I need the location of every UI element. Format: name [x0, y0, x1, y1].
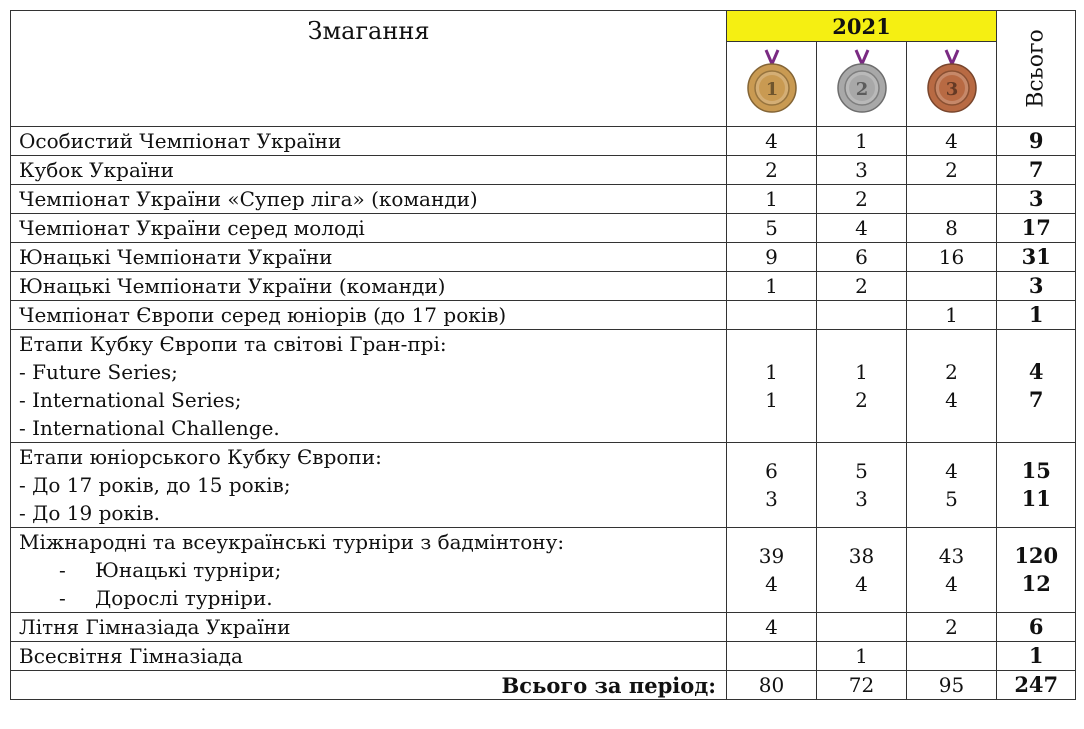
- bronze-value: 4: [945, 129, 958, 153]
- medal-place-number: 2: [855, 79, 868, 100]
- bronze-value: 1: [945, 303, 958, 327]
- gold-value: 1: [765, 360, 778, 384]
- silver-value: 2: [855, 388, 868, 412]
- silver-count: [817, 243, 907, 272]
- total-header-label: Всього: [1023, 29, 1049, 108]
- competition-line: [19, 471, 718, 499]
- bronze-count: [907, 156, 997, 185]
- bronze-count: [907, 127, 997, 156]
- medal-icon: [926, 48, 978, 116]
- gold-value: 9: [765, 245, 778, 269]
- gold-value: 39: [758, 544, 785, 568]
- bronze-count: [907, 243, 997, 272]
- medal-place-number: 3: [945, 79, 958, 100]
- total-count: [997, 127, 1076, 156]
- total-count: [997, 243, 1076, 272]
- competition-line: [19, 642, 718, 670]
- bronze-count: [907, 528, 997, 613]
- silver-value: 38: [848, 544, 875, 568]
- competition-line-text: Дорослі турніри.: [95, 586, 273, 610]
- bronze-value: 4: [945, 572, 958, 596]
- total-count: [997, 214, 1076, 243]
- total-count: [997, 330, 1076, 443]
- total-value: 12: [1021, 571, 1051, 596]
- medal-icon: [746, 48, 798, 116]
- total-value: 17: [1021, 215, 1051, 240]
- silver-count: [817, 156, 907, 185]
- gold-count: [727, 301, 817, 330]
- silver-value: 5: [855, 459, 868, 483]
- gold-value: 4: [765, 129, 778, 153]
- silver-count: [817, 185, 907, 214]
- total-value: 120: [1014, 543, 1059, 568]
- competition-line-text: - Future Series;: [19, 360, 178, 384]
- total-count: [997, 443, 1076, 528]
- table-row: [11, 528, 1076, 613]
- silver-value: 2: [855, 187, 868, 211]
- bronze-count: [907, 185, 997, 214]
- bronze-count: [907, 642, 997, 671]
- medal-icon: [836, 48, 888, 116]
- competition-line: [19, 386, 718, 414]
- table-row: [11, 613, 1076, 642]
- competition-name: [11, 272, 727, 301]
- competition-line: [19, 528, 718, 556]
- competition-line: [19, 243, 718, 271]
- competition-line-text: Міжнародні та всеукраїнські турніри з бадмінтону:: [19, 530, 565, 554]
- total-header: [997, 11, 1076, 127]
- gold-count: [727, 243, 817, 272]
- competition-line: [19, 272, 718, 300]
- table-row: [11, 301, 1076, 330]
- total-count: [997, 272, 1076, 301]
- gold-count: [727, 214, 817, 243]
- total-count: [997, 156, 1076, 185]
- header-row-year: [11, 11, 1076, 42]
- total-count: [997, 185, 1076, 214]
- period-total-label: Всього за період:: [11, 671, 727, 700]
- footer-row: [11, 671, 1076, 700]
- table-row: [11, 272, 1076, 301]
- gold-medal-header: [727, 42, 817, 127]
- gold-count: [727, 528, 817, 613]
- period-total-silver: 72: [817, 671, 907, 700]
- gold-count: [727, 330, 817, 443]
- competition-line-text: - International Challenge.: [19, 416, 280, 440]
- period-total-total: 247: [997, 671, 1076, 700]
- gold-value: 1: [765, 187, 778, 211]
- competition-line-text: Юнацькі Чемпіонати України: [19, 245, 333, 269]
- competition-line: [19, 127, 718, 155]
- competition-line: [19, 358, 718, 386]
- competition-line: [19, 613, 718, 641]
- gold-value: 3: [765, 487, 778, 511]
- competition-line-text: Особистий Чемпіонат України: [19, 129, 342, 153]
- bronze-count: [907, 443, 997, 528]
- competition-line-text: - International Series;: [19, 388, 242, 412]
- total-count: [997, 301, 1076, 330]
- competition-line-text: Юнацькі турніри;: [95, 558, 282, 582]
- silver-value: 3: [855, 487, 868, 511]
- bronze-value: 5: [945, 487, 958, 511]
- silver-value: 4: [855, 216, 868, 240]
- competition-line-text: Чемпіонат Європи серед юніорів (до 17 років): [19, 303, 507, 327]
- bronze-value: 2: [945, 615, 958, 639]
- competition-line: [19, 330, 718, 358]
- competition-line-text: Літня Гімназіада України: [19, 615, 291, 639]
- competition-header: Змагання: [11, 11, 727, 127]
- medal-table: [10, 10, 1076, 700]
- year-header: 2021: [727, 11, 997, 42]
- competition-line-text: Всесвітня Гімназіада: [19, 644, 243, 668]
- list-dash: -: [59, 586, 66, 610]
- bronze-count: [907, 214, 997, 243]
- bronze-count: [907, 301, 997, 330]
- table-row: [11, 214, 1076, 243]
- period-total-gold: 80: [727, 671, 817, 700]
- gold-value: 6: [765, 459, 778, 483]
- competition-name: [11, 243, 727, 272]
- competition-line: [19, 584, 718, 612]
- table-row: [11, 127, 1076, 156]
- table-row: [11, 243, 1076, 272]
- bronze-medal-header: [907, 42, 997, 127]
- total-value: 9: [1028, 128, 1044, 153]
- competition-line-text: Кубок України: [19, 158, 174, 182]
- bronze-value: 8: [945, 216, 958, 240]
- silver-count: [817, 443, 907, 528]
- table-row: [11, 185, 1076, 214]
- competition-line: [19, 156, 718, 184]
- silver-count: [817, 301, 907, 330]
- silver-value: 1: [855, 129, 868, 153]
- competition-name: [11, 613, 727, 642]
- competition-name: [11, 443, 727, 528]
- bronze-value: 4: [945, 459, 958, 483]
- gold-value: 4: [765, 615, 778, 639]
- total-value: 1: [1028, 643, 1044, 668]
- total-value: 6: [1028, 614, 1044, 639]
- competition-name: [11, 185, 727, 214]
- total-value: 31: [1021, 244, 1051, 269]
- bronze-value: 16: [938, 245, 965, 269]
- total-count: [997, 642, 1076, 671]
- table-row: [11, 330, 1076, 443]
- total-value: 11: [1021, 486, 1051, 511]
- silver-count: [817, 272, 907, 301]
- total-value: 4: [1028, 359, 1044, 384]
- competition-line-text: Чемпіонат України «Супер ліга» (команди): [19, 187, 478, 211]
- competition-line: [19, 499, 718, 527]
- total-value: 7: [1028, 157, 1044, 182]
- competition-line: [19, 556, 718, 584]
- competition-line: [19, 414, 718, 442]
- competition-line-text: - До 19 років.: [19, 501, 160, 525]
- competition-name: [11, 330, 727, 443]
- gold-count: [727, 156, 817, 185]
- period-total-bronze: 95: [907, 671, 997, 700]
- gold-value: 4: [765, 572, 778, 596]
- bronze-count: [907, 272, 997, 301]
- silver-count: [817, 127, 907, 156]
- competition-line-text: Чемпіонат України серед молоді: [19, 216, 365, 240]
- medal-place-number: 1: [765, 79, 778, 100]
- competition-name: [11, 127, 727, 156]
- list-dash: -: [59, 558, 66, 582]
- silver-count: [817, 642, 907, 671]
- silver-count: [817, 214, 907, 243]
- total-value: 7: [1028, 387, 1044, 412]
- competition-name: [11, 642, 727, 671]
- gold-value: 1: [765, 274, 778, 298]
- silver-value: 3: [855, 158, 868, 182]
- gold-count: [727, 127, 817, 156]
- competition-name: [11, 156, 727, 185]
- competition-line: [19, 443, 718, 471]
- silver-value: 1: [855, 644, 868, 668]
- total-value: 3: [1028, 186, 1044, 211]
- total-value: 3: [1028, 273, 1044, 298]
- competition-line: [19, 214, 718, 242]
- bronze-value: 2: [945, 158, 958, 182]
- total-value: 1: [1028, 302, 1044, 327]
- bronze-value: 43: [938, 544, 965, 568]
- gold-count: [727, 443, 817, 528]
- competition-name: [11, 214, 727, 243]
- table-row: [11, 156, 1076, 185]
- silver-count: [817, 330, 907, 443]
- gold-count: [727, 613, 817, 642]
- silver-value: 2: [855, 274, 868, 298]
- total-value: 15: [1021, 458, 1051, 483]
- competition-name: [11, 528, 727, 613]
- gold-value: 1: [765, 388, 778, 412]
- competition-line-text: Юнацькі Чемпіонати України (команди): [19, 274, 446, 298]
- total-count: [997, 528, 1076, 613]
- competition-line-text: Етапи юніорського Кубку Європи:: [19, 445, 382, 469]
- gold-count: [727, 642, 817, 671]
- silver-count: [817, 613, 907, 642]
- bronze-count: [907, 330, 997, 443]
- gold-value: 2: [765, 158, 778, 182]
- silver-value: 6: [855, 245, 868, 269]
- competition-line: [19, 185, 718, 213]
- competition-line-text: - До 17 років, до 15 років;: [19, 473, 291, 497]
- silver-count: [817, 528, 907, 613]
- silver-value: 4: [855, 572, 868, 596]
- total-count: [997, 613, 1076, 642]
- silver-value: 1: [855, 360, 868, 384]
- gold-count: [727, 272, 817, 301]
- gold-value: 5: [765, 216, 778, 240]
- bronze-value: 4: [945, 388, 958, 412]
- bronze-count: [907, 613, 997, 642]
- competition-line-text: Етапи Кубку Європи та світові Гран-прі:: [19, 332, 447, 356]
- competition-line: [19, 301, 718, 329]
- table-row: [11, 443, 1076, 528]
- gold-count: [727, 185, 817, 214]
- bronze-value: 2: [945, 360, 958, 384]
- silver-medal-header: [817, 42, 907, 127]
- table-row: [11, 642, 1076, 671]
- competition-name: [11, 301, 727, 330]
